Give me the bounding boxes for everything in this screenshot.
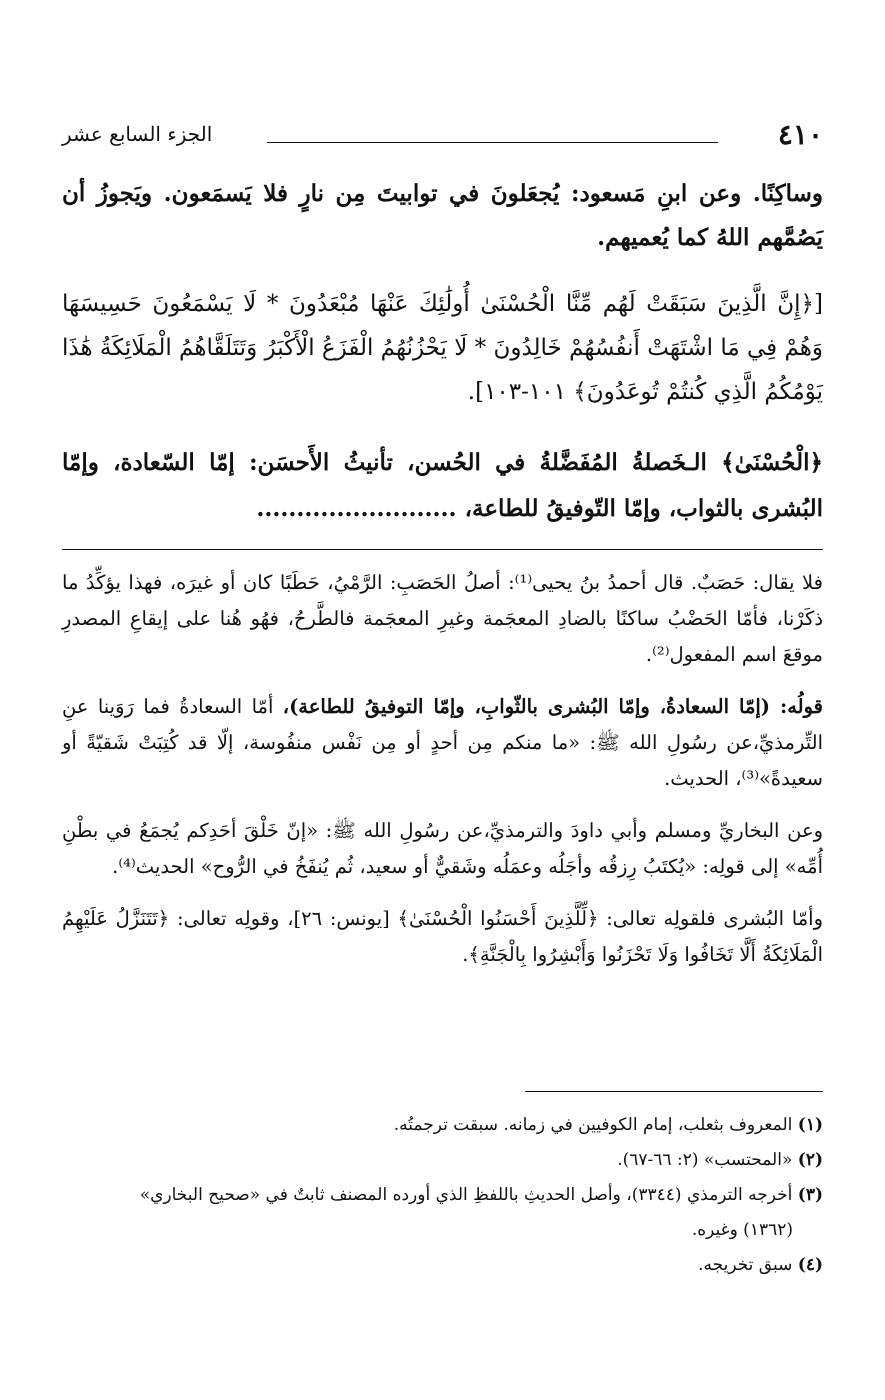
page-header <box>62 118 823 158</box>
footnote-text: «المحتسب» (٢: ٦٦-٦٧). <box>617 1150 793 1170</box>
tafsir-text <box>62 440 823 532</box>
footnote-divider <box>525 1091 823 1092</box>
commentary-paragraph-2 <box>62 689 823 797</box>
main-paragraph: وساكِنًا. وعن ابنِ مَسعود: يُجعَلونَ في توابيتَ مِن نارٍ فلا يَسمَعون. ويَجوزُ أن يَصُمَّهم اللهُ كما يُعميهم. <box>62 180 823 251</box>
footnotes <box>62 1108 823 1283</box>
page-number: ٤١٠ <box>777 118 823 151</box>
footnote-item <box>62 1178 823 1213</box>
footnote-number: (٢) <box>797 1150 823 1170</box>
commentary-paragraph-3: وعن البخاريِّ ومسلم وأبي داودَ والترمذيِّ،عن رسُولِ الله ﷺ: «إنّ خَلْقَ أحَدِكم يُجمَعُ في بطْنِ أُمِّه» إلى قولِه: «يُكتَبُ رِزقُه وأجَلُه وعمَلُه وشَقيٌّ أو سعيد، ثُم يُنفَخُ في الرُّوح» الحديث⁽⁴⁾. <box>62 819 823 878</box>
commentary <box>62 565 823 989</box>
tafsir-dots: ......................... <box>256 495 457 522</box>
main-text <box>62 172 823 260</box>
footnote-continuation <box>62 1213 823 1248</box>
footnote-number: (٤) <box>797 1255 823 1275</box>
tafsir-paragraph <box>62 440 823 532</box>
footnote-item <box>62 1248 823 1283</box>
footnote-text: المعروف بثعلب، إمام الكوفيين في زمانه. سبقت ترجمتُه. <box>393 1115 793 1135</box>
footnote-text: سبق تخريجه. <box>698 1255 793 1275</box>
header-rule <box>267 142 718 143</box>
commentary-paragraph-4: وأمّا البُشرى فلقولِه تعالى: ﴿لِّلَّذِينَ أَحْسَنُوا الْحُسْنَىٰ﴾ [يونس: ٢٦]، وقولِه تعالى: ﴿تَتَنَزَّلُ عَلَيْهِمُ الْمَلَائِكَةُ أَلَّا تَخَافُوا وَلَا تَحْزَنُوا وَأَبْشِرُوا بِالْجَنَّةِ﴾. <box>62 907 823 966</box>
footnote-text: (١٣٦٢) وغيره. <box>691 1220 793 1240</box>
verse-text: [﴿إِنَّ الَّذِينَ سَبَقَتْ لَهُم مِّنَّا الْحُسْنَىٰ أُولَٰئِكَ عَنْهَا مُبْعَدُونَ * لَا يَسْمَعُونَ حَسِيسَهَا وَهُمْ فِي مَا اشْتَهَتْ أَنفُسُهُمْ خَالِدُونَ * لَا يَحْزُنُهُمُ الْفَزَعُ الْأَكْبَرُ وَتَتَلَقَّاهُمُ الْمَلَائِكَةُ هَٰذَا يَوْمُكُمُ الَّذِي كُنتُمْ تُوعَدُونَ﴾ ١٠١-١٠٣]. <box>61 291 823 405</box>
footnote-item <box>62 1108 823 1143</box>
commentary-paragraph-1: فلا يقال: حَصَبٌ. قال أحمدُ بنُ يحيى⁽¹⁾: أصلُ الحَصَبِ: الرَّمْيُ، حَطَبًا كان أو غيرَه، فهذا يؤكِّدُ ما ذكَرْنا، فأمّا الحَضْبُ ساكنًا بالضادِ المعجَمة وغيرِ المعجَمة فالطَّرحُ، فهُو هُنا على إيقاعِ المصدرِ موقعَ اسم المفعول⁽²⁾. <box>62 571 824 666</box>
tafsir-body: ﴿الْحُسْنَىٰ﴾ الـخَصلةُ المُفَضَّلةُ في الحُسن، تأنيثُ الأَحسَن: إمّا السّعادة، وإمّا البُشرى بالثواب، وإمّا التّوفيقُ للطاعة، <box>62 449 823 522</box>
commentary-quote-lead: قولُه: (إمّا السعادةُ، وإمّا البُشرى بالثّوابِ، وإمّا التوفيقُ للطاعة)، <box>282 695 823 718</box>
part-title: الجزء السابع عشر <box>62 122 213 146</box>
commentary-p2-rest: أمّا السعادةُ فما رَوَينا عنِ التِّرمذيِّ،عن رسُولِ الله ﷺ: «ما منكم مِن أحدٍ أو مِن نَفْس منفُوسة، إلّا قد كُتِبَتْ شَقيّةً أو سعيدةً»⁽³⁾، الحديث. <box>62 695 823 790</box>
footnote-number: (١) <box>797 1115 823 1135</box>
section-divider <box>62 549 823 550</box>
footnote-item <box>62 1143 823 1178</box>
footnote-text: أخرجه الترمذي (٣٣٤٤)، وأصل الحديثِ باللفظِ الذي أورده المصنف ثابتٌ في «صحيح البخاري» <box>139 1185 793 1205</box>
quran-verse <box>62 282 823 414</box>
footnote-number: (٣) <box>797 1185 823 1205</box>
